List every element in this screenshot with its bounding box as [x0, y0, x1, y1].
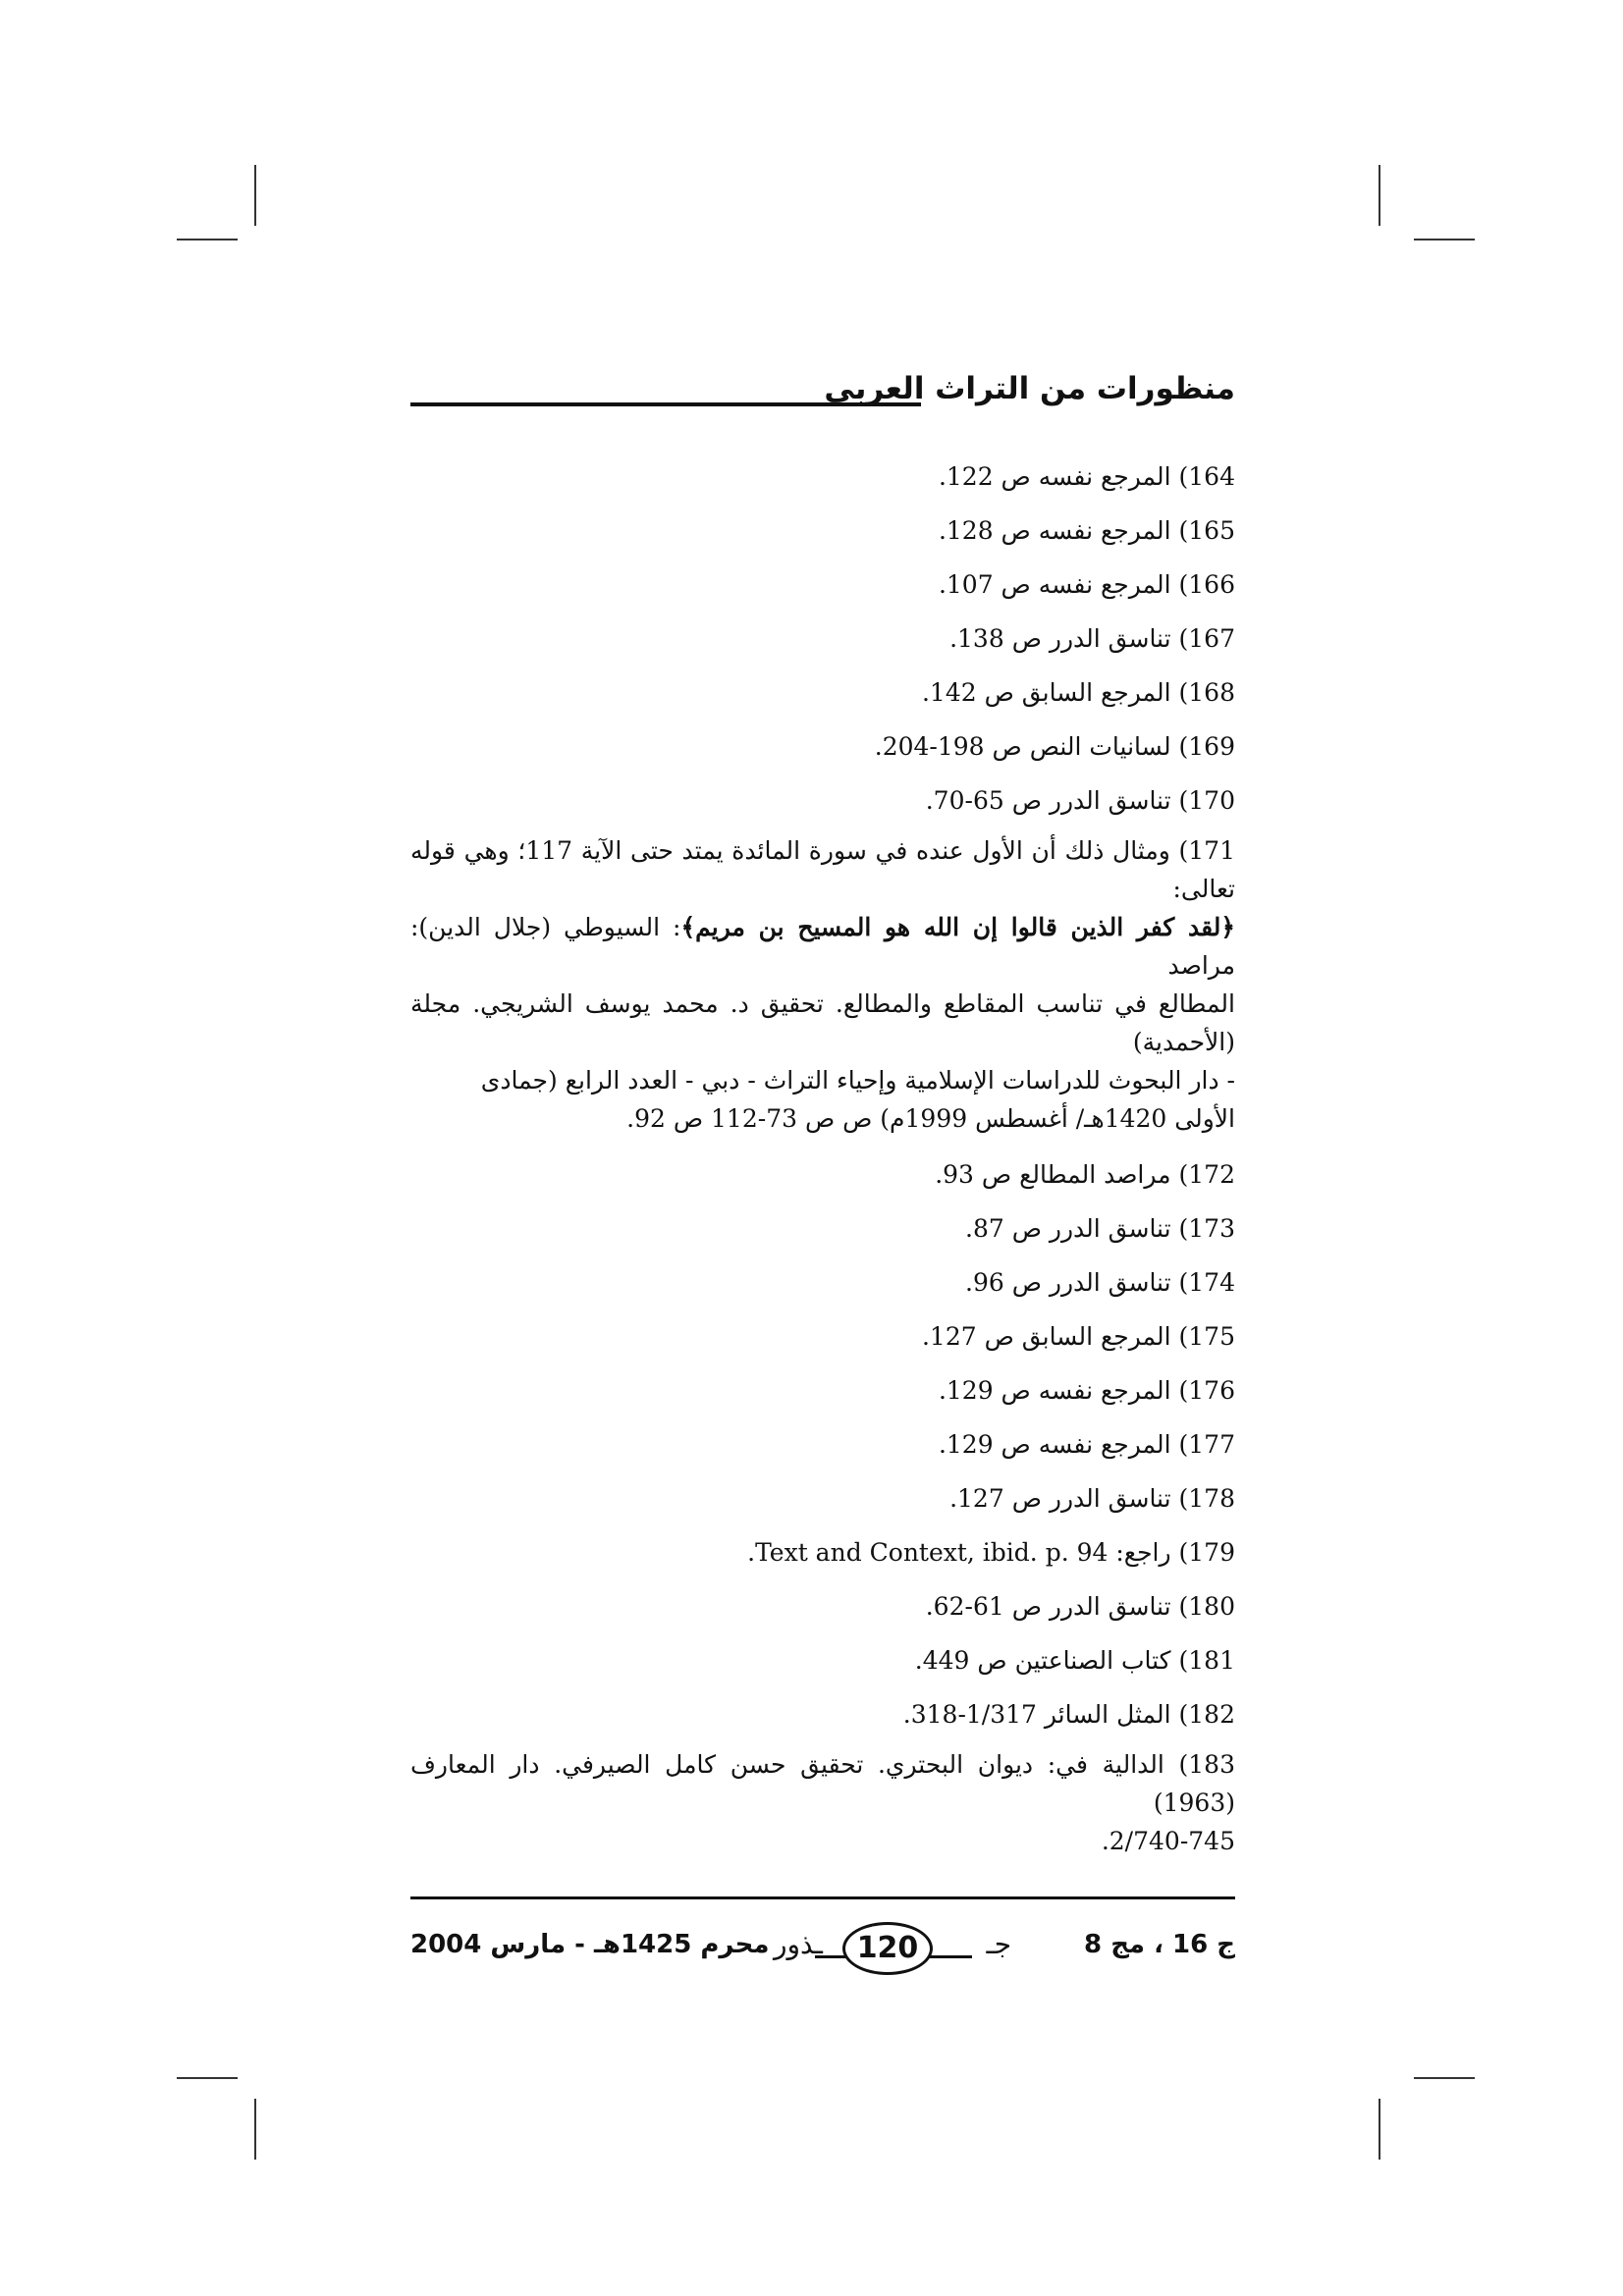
- note-line: [410, 831, 1235, 908]
- note-168: [410, 666, 1235, 720]
- note-line: المطالع في تناسب المقاطع والمطالع. تحقيق د. محمد يوسف الشريجي. مجلة (الأحمدية): [410, 989, 1235, 1056]
- note-text: تناسق الدرر ص 138.: [949, 624, 1179, 653]
- note-number: 172): [1178, 1160, 1235, 1189]
- note-text: تناسق الدرر ص 87.: [964, 1214, 1179, 1243]
- magazine-name-part: جـ: [986, 1928, 1011, 1960]
- note-text: تناسق الدرر ص 96.: [964, 1268, 1179, 1297]
- note-173: [410, 1201, 1235, 1255]
- magazine-name-part: ـذور: [774, 1928, 823, 1960]
- note-line: [410, 908, 1235, 985]
- note-text: : السيوطي (جلال الدين): مراصد: [410, 913, 1235, 980]
- note-number: 179): [1178, 1538, 1235, 1567]
- note-167: [410, 612, 1235, 666]
- note-line: الأولى 1420هـ/ أغسطس 1999م) ص ص 73-112 ص 92.: [626, 1104, 1235, 1133]
- note-166: [410, 558, 1235, 612]
- running-header: [410, 371, 1235, 420]
- note-text: تناسق الدرر ص 61-62.: [925, 1592, 1179, 1621]
- note-text: الدالية في: ديوان البحتري. تحقيق حسن كامل الصيرفي. دار المعارف (1963): [410, 1750, 1235, 1817]
- note-number: 171): [1178, 836, 1235, 865]
- note-text: راجع: Text and Context, ibid. p. 94.: [747, 1538, 1179, 1567]
- magazine-logo: [766, 1916, 1021, 1975]
- crop-mark: [1414, 239, 1475, 240]
- note-number: 177): [1178, 1430, 1235, 1459]
- note-182: [410, 1687, 1235, 1741]
- note-text: المرجع نفسه ص 128.: [938, 516, 1179, 545]
- note-176: [410, 1363, 1235, 1417]
- note-183: [410, 1745, 1235, 1860]
- quran-verse: ﴿لقد كفر الذين قالوا إن الله هو المسيح بن مريم﴾: [680, 913, 1236, 941]
- note-169: [410, 720, 1235, 774]
- note-number: 170): [1178, 786, 1235, 815]
- note-line: [410, 1745, 1235, 1822]
- note-number: 176): [1178, 1376, 1235, 1405]
- note-number: 164): [1178, 462, 1235, 491]
- note-172: [410, 1148, 1235, 1201]
- note-line: 2/740-745.: [1101, 1827, 1235, 1855]
- crop-mark: [177, 2077, 238, 2079]
- note-text: كتاب الصناعتين ص 449.: [914, 1646, 1179, 1675]
- crop-mark: [254, 2099, 256, 2160]
- note-text: المرجع نفسه ص 129.: [938, 1430, 1179, 1459]
- crop-mark: [1379, 2099, 1380, 2160]
- note-text: المرجع نفسه ص 107.: [938, 570, 1179, 599]
- page-footer: [410, 1896, 1235, 1985]
- endnotes: [410, 450, 1235, 1870]
- note-number: 180): [1178, 1592, 1235, 1621]
- note-number: 167): [1178, 624, 1235, 653]
- note-line: - دار البحوث للدراسات الإسلامية وإحياء التراث - دبي - العدد الرابع (جمادى: [480, 1066, 1235, 1095]
- note-178: [410, 1471, 1235, 1525]
- note-number: 175): [1178, 1322, 1235, 1351]
- note-number: 165): [1178, 516, 1235, 545]
- note-text: المرجع السابق ص 127.: [921, 1322, 1179, 1351]
- note-number: 168): [1178, 678, 1235, 707]
- note-text: المثل السائر 1/317-318.: [902, 1700, 1179, 1729]
- note-text: تناسق الدرر ص 127.: [949, 1484, 1179, 1513]
- issue-date: محرم 1425هـ - مارس 2004: [410, 1930, 770, 1959]
- note-number: 178): [1178, 1484, 1235, 1513]
- header-title: منظورات من التراث العربي: [824, 371, 1235, 406]
- crop-mark: [1379, 165, 1380, 226]
- note-number: 166): [1178, 570, 1235, 599]
- note-180: [410, 1579, 1235, 1633]
- note-text: المرجع السابق ص 142.: [921, 678, 1179, 707]
- note-number: 181): [1178, 1646, 1235, 1675]
- crop-mark: [1414, 2077, 1475, 2079]
- crop-mark: [254, 165, 256, 226]
- note-text: المرجع نفسه ص 129.: [938, 1376, 1179, 1405]
- note-text: لسانيات النص ص 198-204.: [874, 732, 1179, 761]
- note-179: [410, 1525, 1235, 1579]
- issue-info: ج 16 ، مج 8: [1084, 1930, 1235, 1959]
- note-number: 173): [1178, 1214, 1235, 1243]
- footer-rule: [410, 1896, 1235, 1899]
- note-text: المرجع نفسه ص 122.: [938, 462, 1179, 491]
- crop-mark: [177, 239, 238, 240]
- note-177: [410, 1417, 1235, 1471]
- note-164: [410, 450, 1235, 504]
- note-174: [410, 1255, 1235, 1309]
- note-170: [410, 774, 1235, 828]
- note-number: 183): [1178, 1750, 1235, 1779]
- note-175: [410, 1309, 1235, 1363]
- note-171: [410, 831, 1235, 1138]
- note-165: [410, 504, 1235, 558]
- note-number: 182): [1178, 1700, 1235, 1729]
- note-text: ومثال ذلك أن الأول عنده في سورة المائدة يمتد حتى الآية 117؛ وهي قوله تعالى:: [410, 836, 1235, 903]
- note-number: 169): [1178, 732, 1235, 761]
- page-number: 120: [842, 1922, 933, 1975]
- note-number: 174): [1178, 1268, 1235, 1297]
- note-text: تناسق الدرر ص 65-70.: [925, 786, 1179, 815]
- note-text: مراصد المطالع ص 93.: [935, 1160, 1179, 1189]
- note-181: [410, 1633, 1235, 1687]
